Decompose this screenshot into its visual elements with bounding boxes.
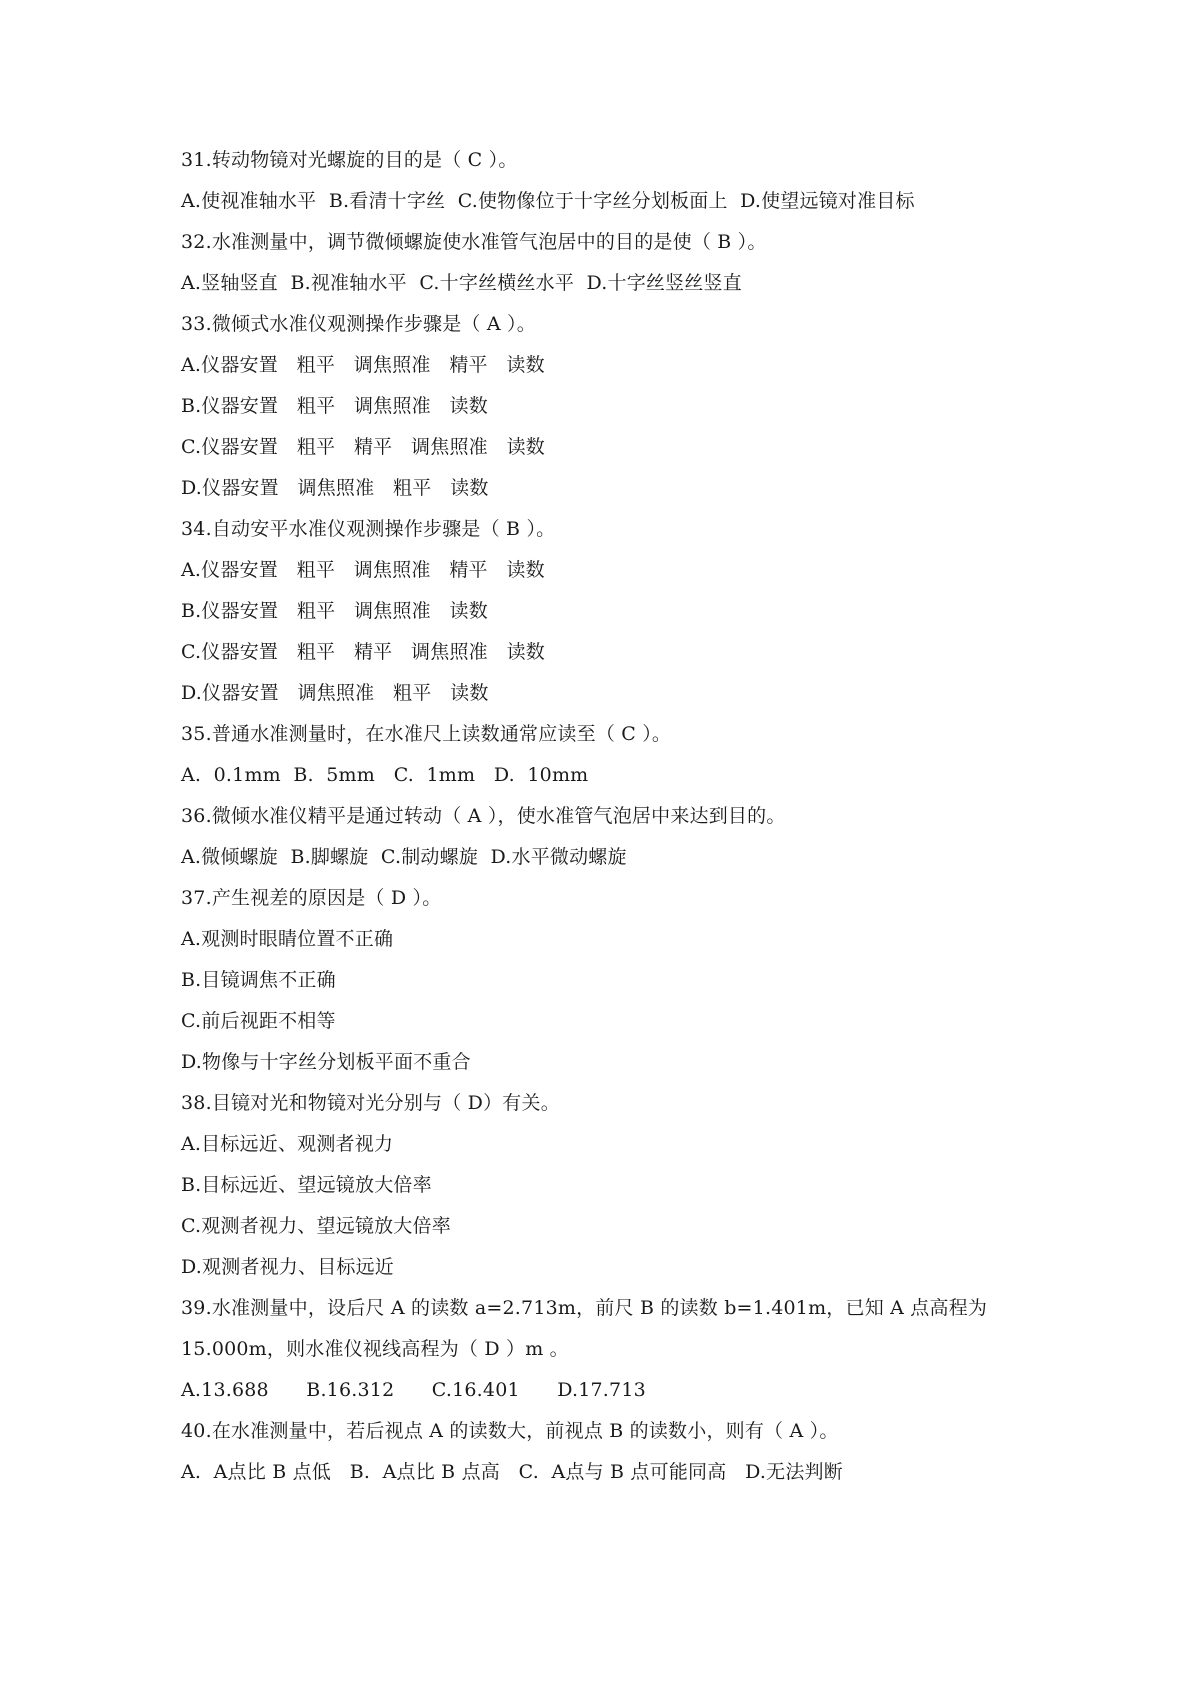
question-37-stem: 37.产生视差的原因是（ D ）。: [181, 887, 442, 909]
question-34-option-c: C.仪器安置 粗平 精平 调焦照准 读数: [181, 641, 545, 663]
question-34-option-b: B.仪器安置 粗平 调焦照准 读数: [181, 600, 488, 622]
question-32-stem: 32.水准测量中，调节微倾螺旋使水准管气泡居中的目的是使（ B ）。: [181, 231, 767, 253]
question-36-stem: 36.微倾水准仪精平是通过转动（ A ），使水准管气泡居中来达到目的。: [181, 805, 786, 827]
question-31-options: A.使视准轴水平 B.看清十字丝 C.使物像位于十字丝分划板面上 D.使望远镜对准目标: [181, 190, 915, 212]
question-32-options: A.竖轴竖直 B.视准轴水平 C.十字丝横丝水平 D.十字丝竖丝竖直: [181, 272, 742, 294]
question-33-stem: 33.微倾式水准仪观测操作步骤是（ A ）。: [181, 313, 536, 335]
question-40-options: A. A点比 B 点低 B. A点比 B 点高 C. A点与 B 点可能同高 D.无法判断: [181, 1461, 843, 1483]
question-37-option-d: D.物像与十字丝分划板平面不重合: [181, 1051, 471, 1073]
question-31-stem: 31.转动物镜对光螺旋的目的是（ C ）。: [181, 149, 518, 171]
question-34-option-a: A.仪器安置 粗平 调焦照准 精平 读数: [181, 559, 545, 581]
question-33-option-a: A.仪器安置 粗平 调焦照准 精平 读数: [181, 354, 545, 376]
question-39-stem-line-2: 15.000m，则水准仪视线高程为（ D ）m 。: [181, 1338, 569, 1360]
question-33-option-c: C.仪器安置 粗平 精平 调焦照准 读数: [181, 436, 545, 458]
question-35-options: A. 0.1mm B. 5mm C. 1mm D. 10mm: [181, 764, 589, 786]
question-35-stem: 35.普通水准测量时，在水准尺上读数通常应读至（ C ）。: [181, 723, 672, 745]
question-list: [181, 140, 1061, 1493]
question-33-option-b: B.仪器安置 粗平 调焦照准 读数: [181, 395, 488, 417]
question-38-option-c: C.观测者视力、望远镜放大倍率: [181, 1215, 451, 1237]
question-38-option-a: A.目标远近、观测者视力: [181, 1133, 394, 1155]
question-38-option-b: B.目标远近、望远镜放大倍率: [181, 1174, 432, 1196]
question-39-options: A.13.688 B.16.312 C.16.401 D.17.713: [181, 1379, 646, 1401]
question-37-option-b: B.目镜调焦不正确: [181, 969, 336, 991]
question-36-options: A.微倾螺旋 B.脚螺旋 C.制动螺旋 D.水平微动螺旋: [181, 846, 627, 868]
question-33-option-d: D.仪器安置 调焦照准 粗平 读数: [181, 477, 489, 499]
question-39-stem-line-1: 39.水准测量中，设后尺 A 的读数 a=2.713m，前尺 B 的读数 b=1.401m，已知 A 点高程为: [181, 1297, 988, 1319]
question-38-stem: 38.目镜对光和物镜对光分别与（ D）有关。: [181, 1092, 560, 1114]
question-40-stem: 40.在水准测量中，若后视点 A 的读数大，前视点 B 的读数小，则有（ A ）。: [181, 1420, 839, 1442]
question-34-option-d: D.仪器安置 调焦照准 粗平 读数: [181, 682, 489, 704]
question-34-stem: 34.自动安平水准仪观测操作步骤是（ B ）。: [181, 518, 556, 540]
question-37-option-a: A.观测时眼睛位置不正确: [181, 928, 394, 950]
question-37-option-c: C.前后视距不相等: [181, 1010, 336, 1032]
question-38-option-d: D.观测者视力、目标远近: [181, 1256, 394, 1278]
